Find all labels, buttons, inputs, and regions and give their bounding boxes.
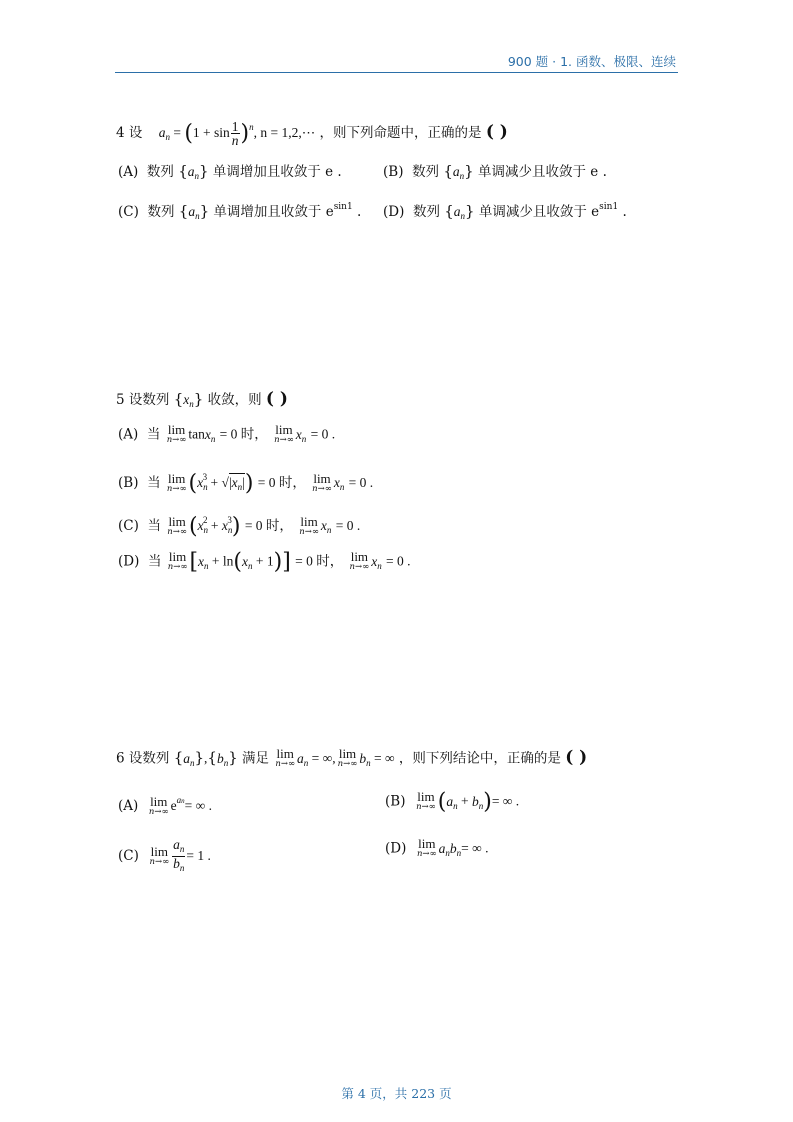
answer-blank: ( ) [485, 122, 508, 142]
q6-option-b: (B) lim n→∞ $(a_n + b_n)=$ ∞ . [385, 789, 520, 815]
q5-option-c: (C) 当 lim n→∞ $(x_n^2 + x_n^3) = 0$ 时， lim n→∞ $x_n = 0$ . [118, 513, 361, 539]
question-4-stem: 4 设 $a_n = (1 + \sin$ $\frac{1}{n}$ )$^n$, n = 1,2,⋯ ，则下列命题中，正确的是 ( ) [116, 119, 508, 148]
question-number: 4 [116, 125, 125, 141]
answer-blank: ( ) [265, 389, 288, 409]
q6-option-d: (D) lim n→∞ $a_nb_n=$ ∞ . [385, 836, 489, 859]
q5-option-b: (B) 当 lim n→∞ $(x_n^3 + √|x_n|) = 0$ 时， lim n→∞ $x_n = 0$ . [118, 470, 374, 496]
question-number: 6 [116, 750, 125, 767]
q4-option-b: (B) 数列 $\{a_n\}$ 单调减少且收敛于 e . [383, 162, 607, 181]
header-title: 900 题 · 1. 函数、极限、连续 [507, 54, 676, 69]
q4-option-d: (D) 数列 $\{a_n\}$ 单调减少且收敛于 $e^{sin1}$ . [383, 202, 627, 221]
q6-option-c: (C) lim n→∞ $\frac{a_n}{b_n}$ = 1 . [118, 837, 211, 873]
q4-option-a: (A) 数列 $\{a_n\}$ 单调增加且收敛于 e . [118, 162, 342, 181]
page-footer: 第 4 页，共 223 页 [341, 1086, 452, 1101]
q5-option-a: (A) 当 lim n→∞ tanx$_n$ = 0 时， lim n→∞ $x_n = 0$ . [118, 422, 336, 445]
q5-option-d: (D) 当 lim n→∞ $[x_n + \ln(x_n + 1)] = 0$ 时， lim n→∞ $x_n = 0$ . [118, 549, 411, 575]
answer-blank: ( ) [565, 747, 588, 768]
q4-option-c: (C) 数列 $\{a_n\}$ 单调增加且收敛于 $e^{sin1}$ . [118, 202, 362, 221]
q6-option-a: (A) lim n→∞ $e^{an}=$ ∞ . [118, 793, 212, 817]
question-5-stem: 5 设数列 $\{x_n\}$ 收敛，则 ( ) [116, 389, 288, 409]
page-header [115, 52, 678, 73]
question-6-stem: 6 设数列 $\{a_n\},\{b_n\}$ 满足 lim n→∞ $a_n$ = ∞, lim n→∞ $b_n$ = ∞ ，则下列结论中，正确的是 ( ) [116, 746, 588, 769]
question-number: 5 [116, 392, 125, 408]
